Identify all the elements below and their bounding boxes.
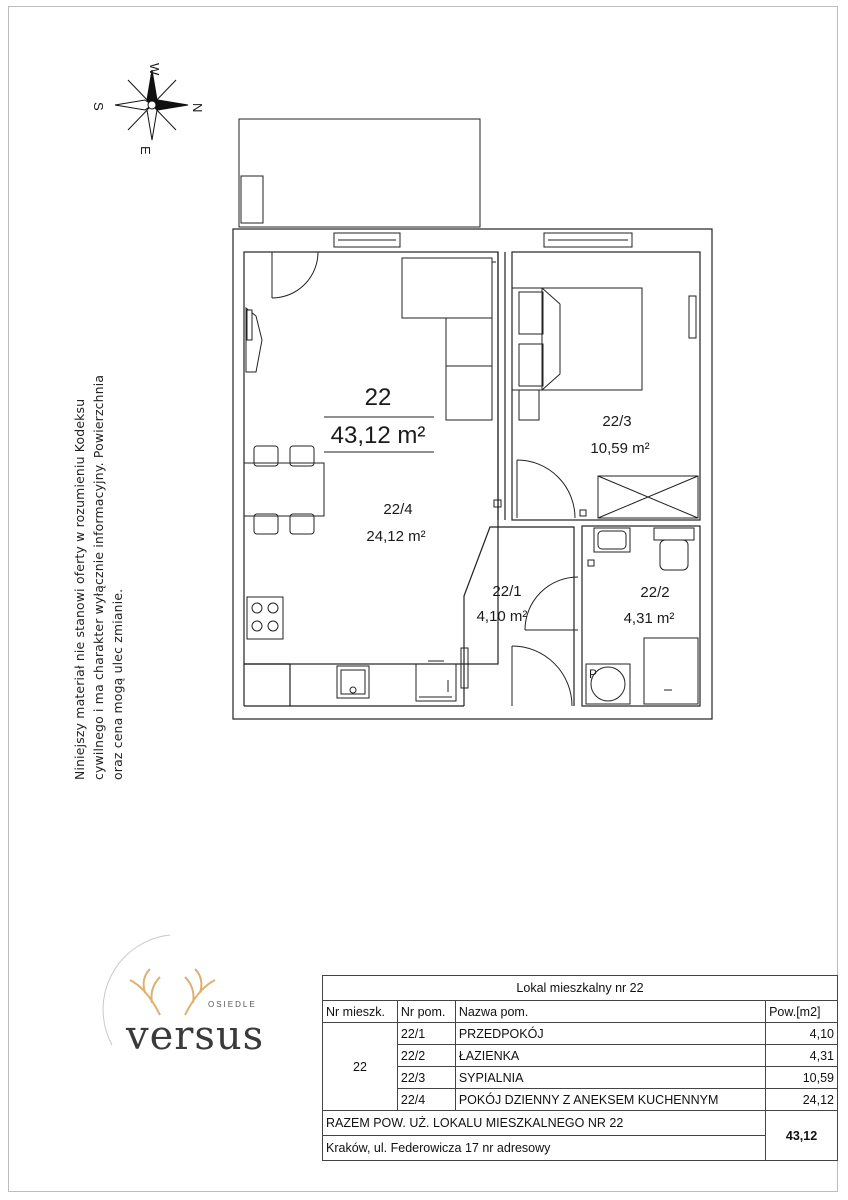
- entrance-door: [461, 646, 572, 706]
- cooktop: [247, 597, 283, 639]
- balcony: [239, 119, 480, 227]
- dining-table: [244, 446, 324, 534]
- room-label-22-2-area: 4,31 m²: [623, 610, 675, 627]
- apartment-number-cell: 22: [323, 1023, 398, 1111]
- table-total-row: [323, 1111, 838, 1136]
- logo-wordmark: versus: [126, 1013, 265, 1059]
- appliance-label: P: [589, 667, 598, 681]
- vent-marker-2: [588, 560, 594, 566]
- versus-logo: [100, 925, 280, 1075]
- window-living: [334, 233, 400, 247]
- total-label: RAZEM POW. UŻ. LOKALU MIESZKALNEGO NR 22: [323, 1111, 766, 1136]
- room-id-cell: 22/2: [397, 1045, 455, 1067]
- room-id-cell: 22/4: [397, 1089, 455, 1111]
- bathroom-sink: [594, 528, 630, 552]
- table-title: Lokal mieszkalny nr 22: [323, 976, 838, 1001]
- room-label-22-3-area: 10,59 m²: [590, 440, 650, 457]
- header-nazwa: Nazwa pom.: [455, 1001, 765, 1023]
- shower: [644, 638, 698, 704]
- fridge: [416, 664, 456, 701]
- room-name-cell: SYPIALNIA: [455, 1067, 765, 1089]
- room-area-cell: 24,12: [766, 1089, 838, 1111]
- room-label-22-3-id: 22/3: [602, 413, 632, 430]
- table-row: [323, 1089, 838, 1111]
- room-label-22-4-id: 22/4: [383, 501, 413, 518]
- total-value: 43,12: [766, 1111, 838, 1161]
- room-label-22-2-id: 22/2: [640, 584, 670, 601]
- wardrobe: [598, 476, 698, 518]
- room-name-cell: PRZEDPOKÓJ: [455, 1023, 765, 1045]
- toilet: [654, 528, 694, 570]
- compass-west-label: W: [147, 63, 162, 76]
- apartment-area: 43,12 m²: [330, 422, 426, 449]
- room-area-cell: 4,10: [766, 1023, 838, 1045]
- balcony-door: [272, 252, 318, 298]
- bedroom-door: [517, 460, 575, 518]
- room-label-22-1-area: 4,10 m²: [476, 608, 528, 625]
- logo-subtitle: OSIEDLE: [208, 1000, 257, 1009]
- room-area-cell: 10,59: [766, 1067, 838, 1089]
- window-bedroom: [544, 233, 632, 247]
- table-row: [323, 1023, 838, 1045]
- disclaimer-line-3: oraz cena mogą ulec zmianie.: [110, 588, 125, 780]
- window-bedroom-side: [689, 296, 696, 338]
- room-label-22-1-id: 22/1: [492, 583, 522, 600]
- disclaimer-line-1: Niniejszy materiał nie stanowi oferty w rozumieniu Kodeksu: [72, 398, 87, 780]
- sofa: [402, 258, 496, 420]
- address: Kraków, ul. Federowicza 17 nr adresowy: [323, 1136, 766, 1161]
- balcony-planter: [241, 176, 263, 223]
- header-nr-mieszk: Nr mieszk.: [323, 1001, 398, 1023]
- room-label-22-4-area: 24,12 m²: [366, 528, 426, 545]
- disclaimer: [70, 320, 127, 780]
- apartment-number: 22: [364, 384, 392, 411]
- radiator-living: [246, 308, 262, 372]
- table-row: [323, 1045, 838, 1067]
- bed: [512, 288, 642, 420]
- room-area-cell: 4,31: [766, 1045, 838, 1067]
- bathroom-door: [525, 577, 578, 630]
- vent-marker-1: [580, 510, 586, 516]
- table-header-row: [323, 1001, 838, 1023]
- header-nr-pom: Nr pom.: [397, 1001, 455, 1023]
- room-id-cell: 22/3: [397, 1067, 455, 1089]
- rooms-table: [322, 975, 838, 1161]
- disclaimer-line-2: cywilnego i ma charakter wyłącznie informacyjny. Powierzchnia: [91, 374, 106, 780]
- compass-east-label: E: [138, 146, 153, 155]
- room-id-cell: 22/1: [397, 1023, 455, 1045]
- table-row: [323, 1067, 838, 1089]
- table-title-row: [323, 976, 838, 1001]
- kitchen-sink: [337, 666, 369, 698]
- table-address-row: [323, 1136, 838, 1161]
- room-name-cell: ŁAZIENKA: [455, 1045, 765, 1067]
- walls: [233, 229, 712, 719]
- room-name-cell: POKÓJ DZIENNY Z ANEKSEM KUCHENNYM: [455, 1089, 765, 1111]
- compass-north-label: N: [190, 103, 205, 113]
- header-pow: Pow.[m2]: [766, 1001, 838, 1023]
- compass-south-label: S: [91, 102, 106, 111]
- compass-rose-icon: [115, 70, 188, 140]
